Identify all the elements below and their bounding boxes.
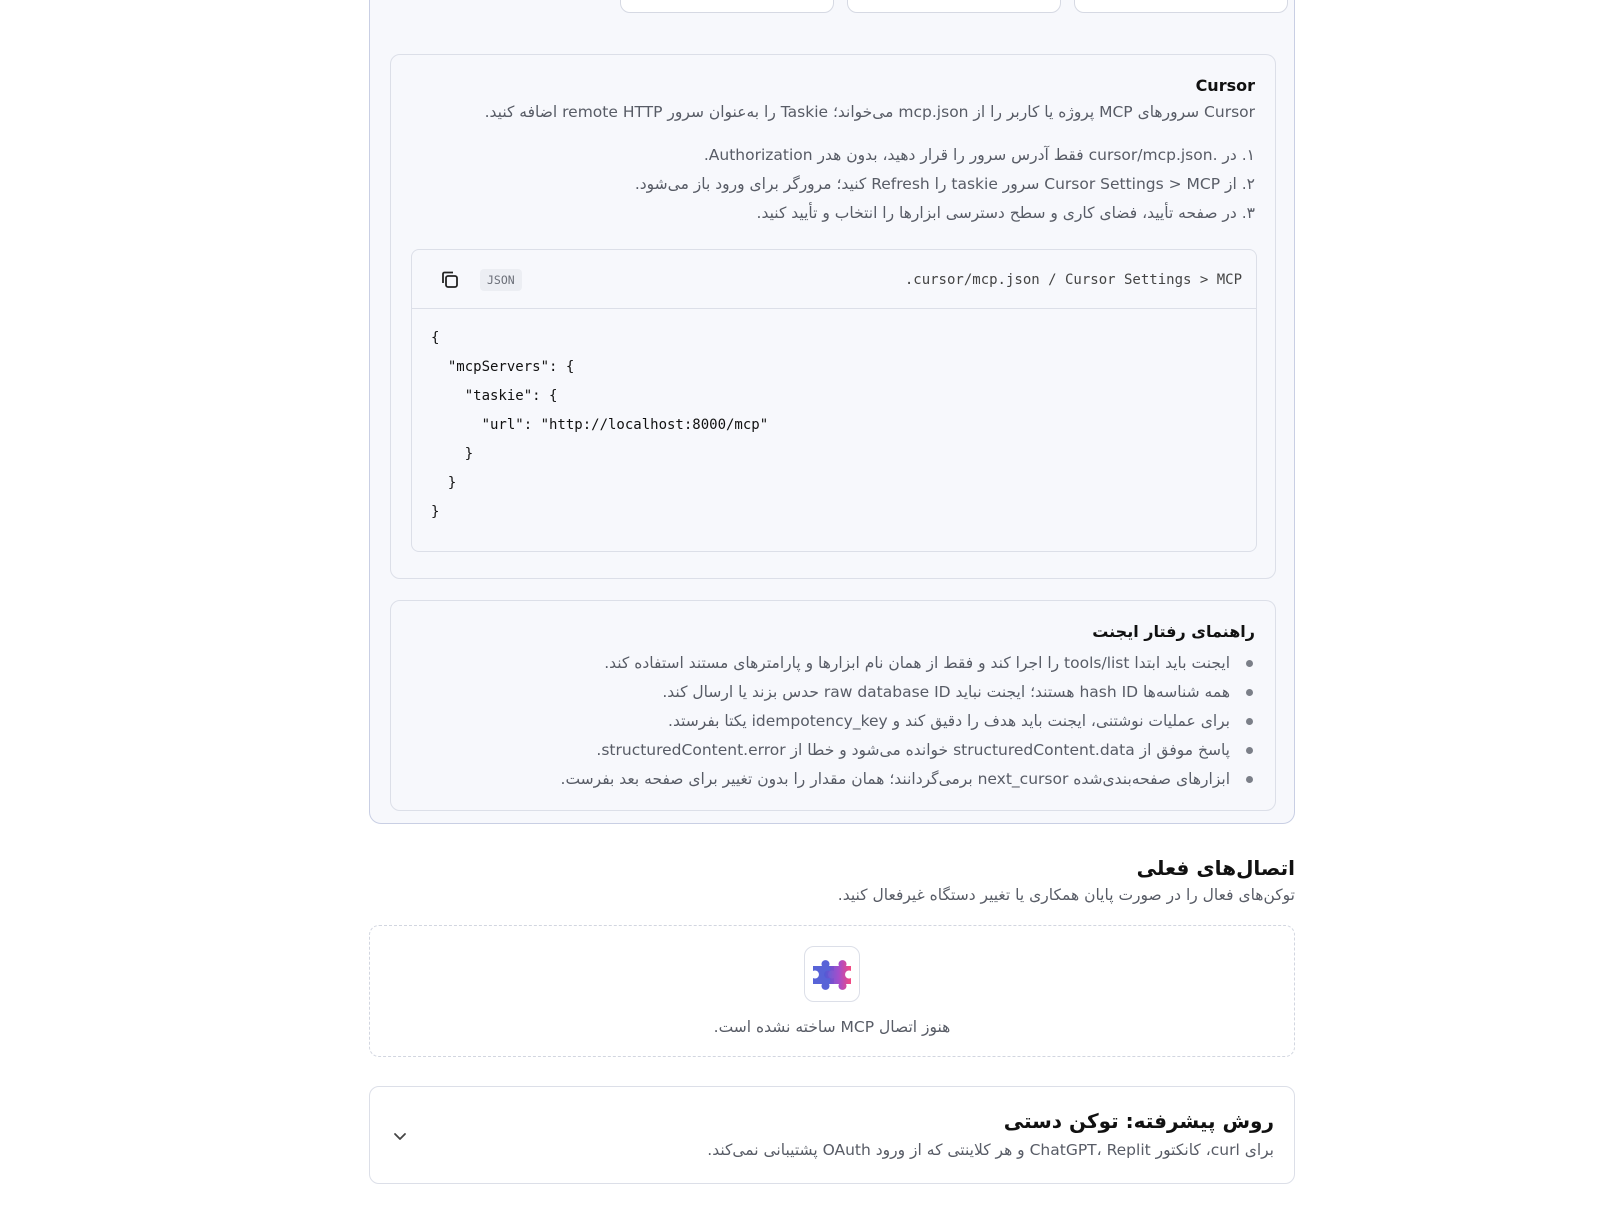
option-tile-files[interactable] [1074,0,1288,13]
bullet-dot [1246,718,1253,725]
copy-icon [439,269,461,291]
connections-empty-state [369,925,1295,1057]
cursor-card-title: Cursor [1195,76,1255,95]
option-tile-robot[interactable] [620,0,834,13]
integration-panel [369,0,1295,824]
code-block [411,249,1257,552]
guide-item [561,678,1253,707]
bullet-dot [1246,747,1253,754]
code-block-header [412,250,1256,309]
guide-item [561,736,1253,765]
bullet-dot [1246,776,1253,783]
agent-guide-card [390,600,1276,811]
empty-state-icon-frame [804,946,860,1002]
copy-code-button[interactable] [439,269,461,291]
advanced-title: روش پیشرفته: توکن دستی [1003,1109,1274,1133]
cursor-card-description: Cursor سرورهای MCP پروژه یا کاربر را از mcp.json می‌خواند؛ Taskie را به‌عنوان سرور remote HTTP اضافه کنید. [484,103,1255,121]
guide-item-text: پاسخ موفق از structuredContent.data خوانده می‌شود و خطا از structuredContent.error. [596,741,1230,759]
cursor-step: ۱. در .cursor/mcp.json فقط آدرس سرور را قرار دهید، بدون هدر Authorization. [703,146,1255,164]
bullet-dot [1246,660,1253,667]
code-path-label: .cursor/mcp.json / Cursor Settings > MCP [904,272,1242,288]
code-content[interactable]: { "mcpServers": { "taskie": { "url": "http://localhost:8000/mcp" } } } [431,330,769,520]
guide-item-text: همه شناسه‌ها hash ID هستند؛ ایجنت نباید raw database ID حدس بزند یا ارسال کند. [662,683,1230,701]
guide-item-text: ایجنت باید ابتدا tools/list را اجرا کند و فقط از همان نام ابزارها و پارامترهای مستند استفاده کند. [604,654,1230,672]
bullet-dot [1246,689,1253,696]
connections-title: اتصال‌های فعلی [1136,856,1295,880]
advanced-subtitle: برای curl، کانکتور ChatGPT، Replit و هر کلاینتی که از ورود OAuth پشتیبانی نمی‌کند. [707,1141,1274,1159]
guide-item [561,707,1253,736]
chevron-down-icon[interactable] [392,1128,408,1144]
cursor-steps-list [411,141,1255,228]
agent-guide-title: راهنمای رفتار ایجنت [1092,622,1255,641]
guide-item-text: ابزارهای صفحه‌بندی‌شده next_cursor برمی‌گردانند؛ همان مقدار را بدون تغییر برای صفحه بعد بفرست. [560,770,1230,788]
advanced-token-accordion[interactable] [369,1086,1295,1184]
option-tile-sparkle[interactable] [847,0,1061,13]
guide-item-text: برای عملیات نوشتنی، ایجنت باید هدف را دقیق کند و idempotency_key یکتا بفرستد. [668,712,1230,730]
puzzle-icon [810,957,854,991]
cursor-step: ۲. از Cursor Settings > MCP سرور taskie را Refresh کنید؛ مرورگر برای ورود باز می‌شود. [634,175,1255,193]
empty-state-text: هنوز اتصال MCP ساخته نشده است. [713,1018,951,1036]
agent-guide-list [561,649,1253,794]
guide-item [561,765,1253,794]
guide-item [561,649,1253,678]
connections-subtitle: توکن‌های فعال را در صورت پایان همکاری یا تغییر دستگاه غیرفعال کنید. [837,886,1295,904]
cursor-step: ۳. در صفحه تأیید، فضای کاری و سطح دسترسی ابزارها را انتخاب و تأیید کنید. [756,204,1255,222]
code-language-badge: JSON [480,269,522,291]
cursor-card [390,54,1276,579]
